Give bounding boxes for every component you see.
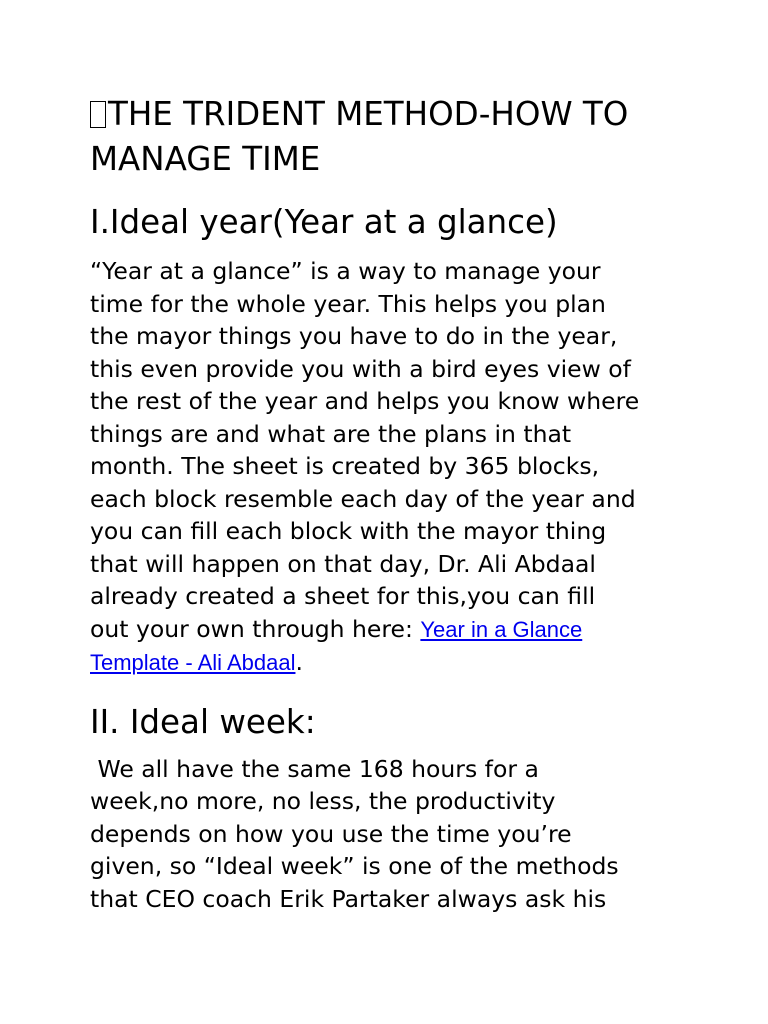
link-text-part-2[interactable]: Template - Ali Abdaal: [90, 650, 296, 675]
document-page: [90, 92, 690, 915]
paragraph-line: each block resemble each day of the year and: [90, 484, 636, 513]
paragraph-line: that will happen on that day, Dr. Ali Abdaal: [90, 549, 596, 578]
paragraph-line: things are and what are the plans in that: [90, 419, 572, 448]
missing-glyph-icon: [90, 101, 106, 128]
paragraph-line: depends on how you use the time you’re: [90, 819, 572, 848]
section-heading-ideal-year: I.Ideal year(Year at a glance): [90, 203, 558, 241]
link-text-part-1[interactable]: Year in a Glance: [420, 616, 583, 642]
page-title: [90, 92, 690, 182]
paragraph-line: already created a sheet for this,you can fill: [90, 582, 596, 610]
paragraph-line: that CEO coach Erik Partaker always ask his: [90, 884, 607, 913]
paragraph-line: “Year at a glance” is a way to manage your: [90, 257, 601, 285]
paragraph-line: given, so “Ideal week” is one of the methods: [90, 852, 619, 880]
ideal-year-paragraph: [90, 255, 690, 680]
paragraph-line: this even provide you with a bird eyes view of: [90, 354, 631, 383]
paragraph-line: out your own through here:: [90, 614, 421, 643]
paragraph-line: time for the whole year. This helps you plan: [90, 289, 606, 318]
paragraph-line: We all have the same 168 hours for a: [90, 754, 539, 783]
paragraph-line: you can fill each block with the mayor thing: [90, 517, 607, 545]
link-suffix: .: [295, 648, 303, 676]
paragraph-line: the rest of the year and helps you know where: [90, 387, 640, 415]
section-heading-ideal-week: II. Ideal week:: [90, 702, 316, 741]
title-line-2: MANAGE TIME: [90, 140, 321, 178]
paragraph-line: week,no more, no less, the productivity: [90, 787, 556, 815]
ideal-week-paragraph: [90, 753, 690, 916]
paragraph-line: month. The sheet is created by 365 blocks,: [90, 452, 600, 480]
title-line-1: THE TRIDENT METHOD-HOW TO: [108, 95, 629, 133]
paragraph-line: the mayor things you have to do in the year,: [90, 322, 618, 350]
